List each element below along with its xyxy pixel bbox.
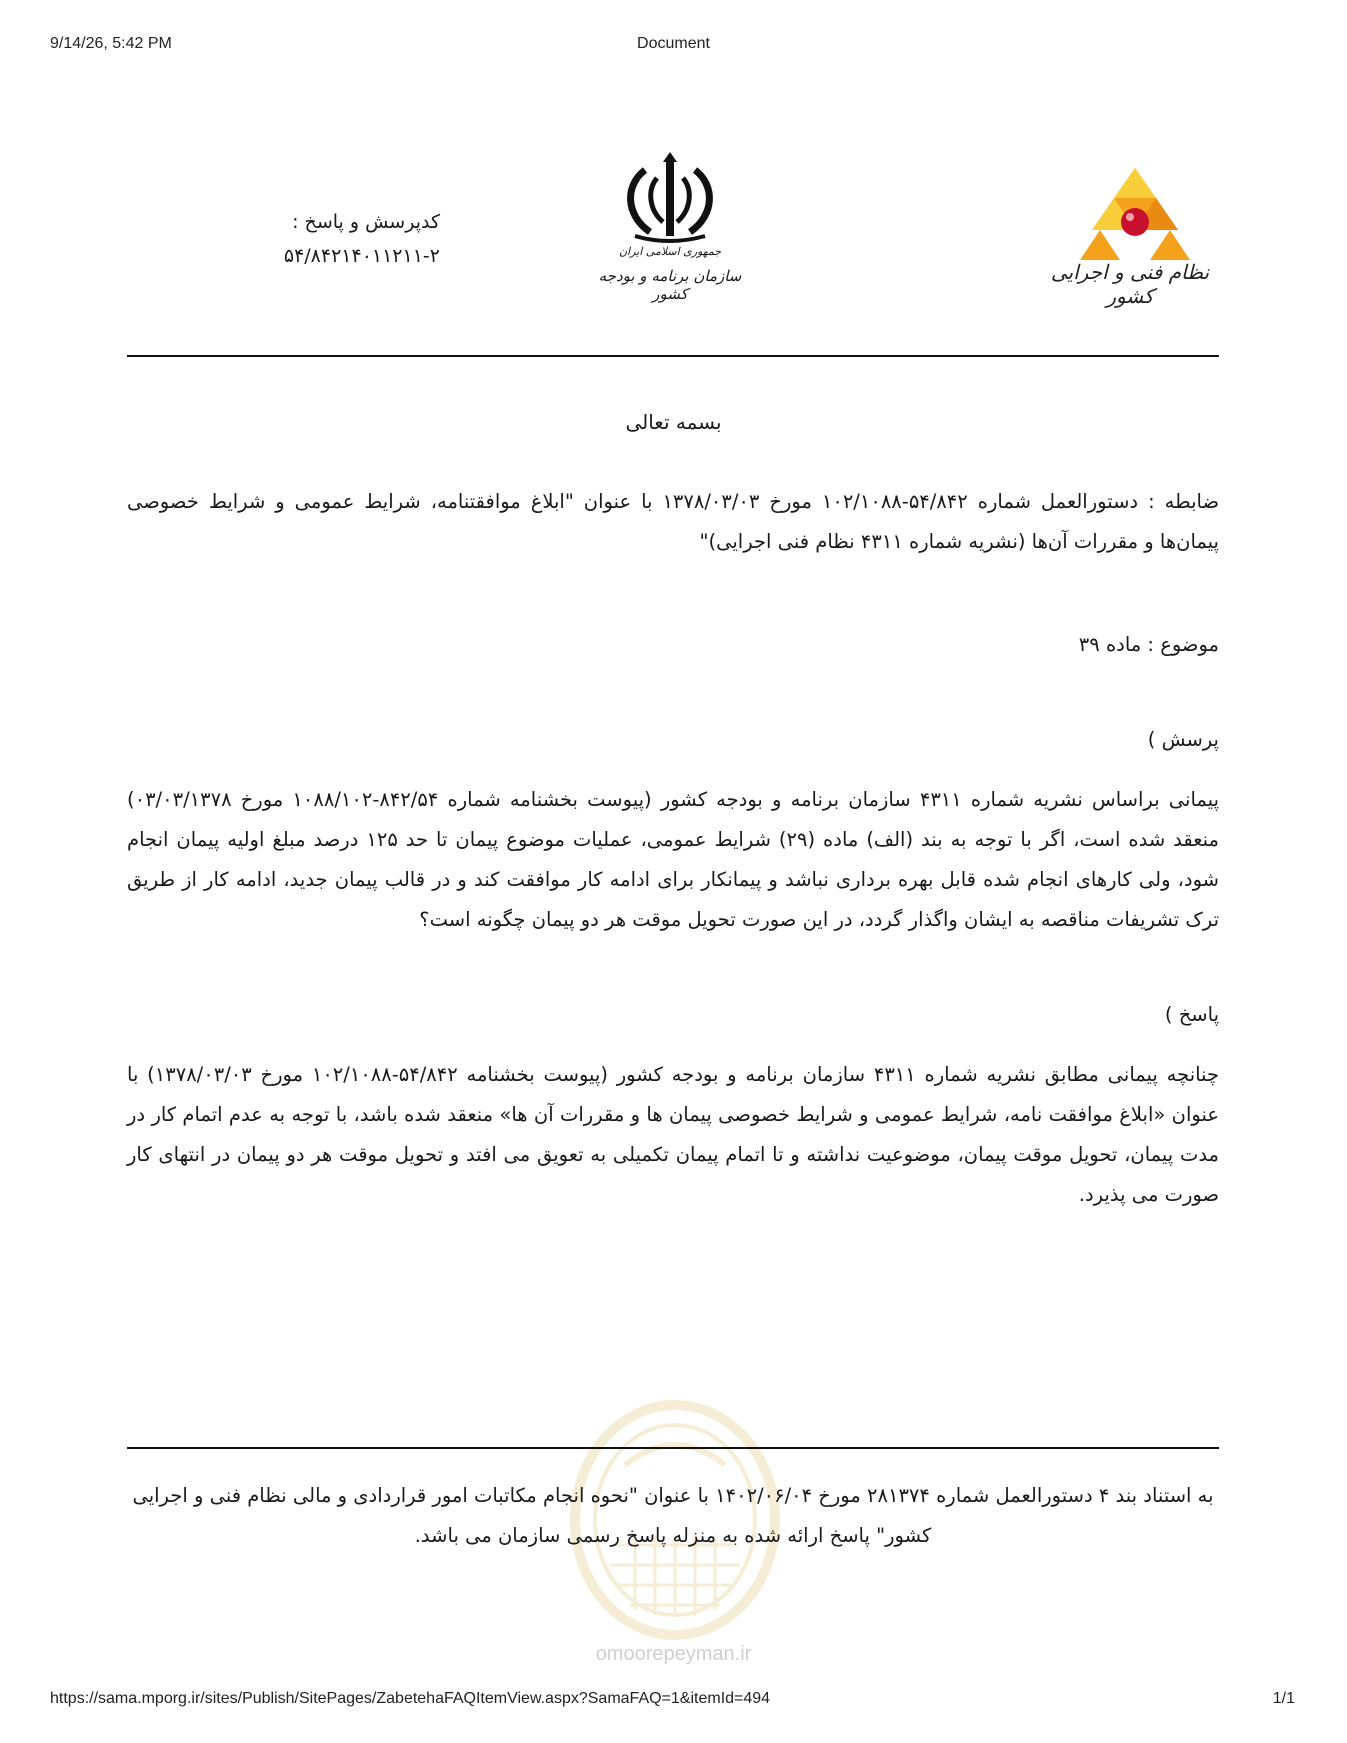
print-page-number: 1/1	[1272, 1690, 1295, 1707]
answer-body: چنانچه پیمانی مطابق نشریه شماره ۴۳۱۱ سازمان برنامه و بودجه کشور (پیوست بخشنامه ۵۴/۸۴۲-۱۰۲/۱۰۸۸ مورخ ۱۳۷۸/۰۳/۰۳) با عنوان «ابلاغ موافقت نامه، شرایط عمومی و شرایط خصوصی پیمان ها و مقررات آن ها» منعقد شده باشد، با توجه به عدم اتمام کار در مدت پیمان، تحویل موقت پیمان، موضوعیت نداشته و تا اتمام پیمان تکمیلی به تعویق می افتد و تحویل موقت هر دو پیمان در انتهای کار صورت می پذیرد.	[127, 1063, 1220, 1206]
official-response-note: به استناد بند ۴ دستورالعمل شماره ۲۸۱۳۷۴ مورخ ۱۴۰۲/۰۶/۰۴ با عنوان "نحوه انجام مکاتبات امور قراردادی و مالی نظام فنی و اجرایی کشور" پاسخ ارائه شده به منزله پاسخ رسمی سازمان می باشد.	[132, 1484, 1214, 1547]
iran-emblem-logo	[598, 150, 742, 310]
subject-line: موضوع : ماده ۳۹	[1078, 633, 1219, 656]
footer-divider	[127, 1447, 1219, 1449]
watermark-text: omoorepeyman.ir	[595, 1643, 752, 1665]
nezam-fanni-logo	[1050, 160, 1210, 308]
question-body: پیمانی براساس نشریه شماره ۴۳۱۱ سازمان برنامه و بودجه کشور (پیوست بخشنامه شماره ۸۴۲/۵۴-۱۰۸۸/۱۰۲ مورخ ۰۳/۰۳/۱۳۷۸) منعقد شده است، اگر با توجه به بند (الف) ماده (۲۹) شرایط عمومی، عملیات موضوع پیمان تا حد ۱۲۵ درصد مبلغ اولیه پیمان انجام شود، ولی کارهای انجام شده قابل بهره برداری نباشد و پیمانکار برای ادامه کار موافقت کند و در قالب پیمان جدید، ادامه کار از طریق ترک تشریفات مناقصه به ایشان واگذار گردد، در این صورت تحویل موقت هر دو پیمان چگونه است؟	[127, 788, 1220, 931]
code-label: کدپرسش و پاسخ :	[292, 211, 440, 233]
regulation-reference: ضابطه : دستورالعمل شماره ۵۴/۸۴۲-۱۰۲/۱۰۸۸ مورخ ۱۳۷۸/۰۳/۰۳ با عنوان "ابلاغ موافقتنامه، شرایط عمومی و شرایط خصوصی پیمان‌ها و مقررات آن‌ها (نشریه شماره ۴۳۱۱ نظام فنی اجرایی)"	[127, 490, 1220, 553]
question-code-block	[230, 205, 440, 273]
emblem-icon	[605, 150, 735, 245]
bismillah-heading: بسمه تعالی	[625, 410, 722, 434]
print-url: https://sama.mporg.ir/sites/Publish/SitePages/ZabetehaFAQItemView.aspx?SamaFAQ=1&itemId=494	[50, 1690, 771, 1707]
emblem-line2: سازمان برنامه و بودجه کشور	[598, 267, 742, 303]
emblem-line1: جمهوری اسلامی ایران	[618, 245, 722, 258]
print-datetime: 9/14/26, 5:42 PM	[50, 35, 172, 52]
question-label: پرسش )	[1147, 728, 1219, 751]
header-divider	[127, 355, 1219, 357]
print-title: Document	[637, 35, 710, 52]
code-value: ۵۴/۸۴۲۱۴۰۱۱۲۱۱-۲	[283, 245, 440, 267]
nezam-logo-text: نظام فنی و اجرایی کشور	[1050, 260, 1210, 308]
answer-label: پاسخ )	[1164, 1003, 1219, 1026]
